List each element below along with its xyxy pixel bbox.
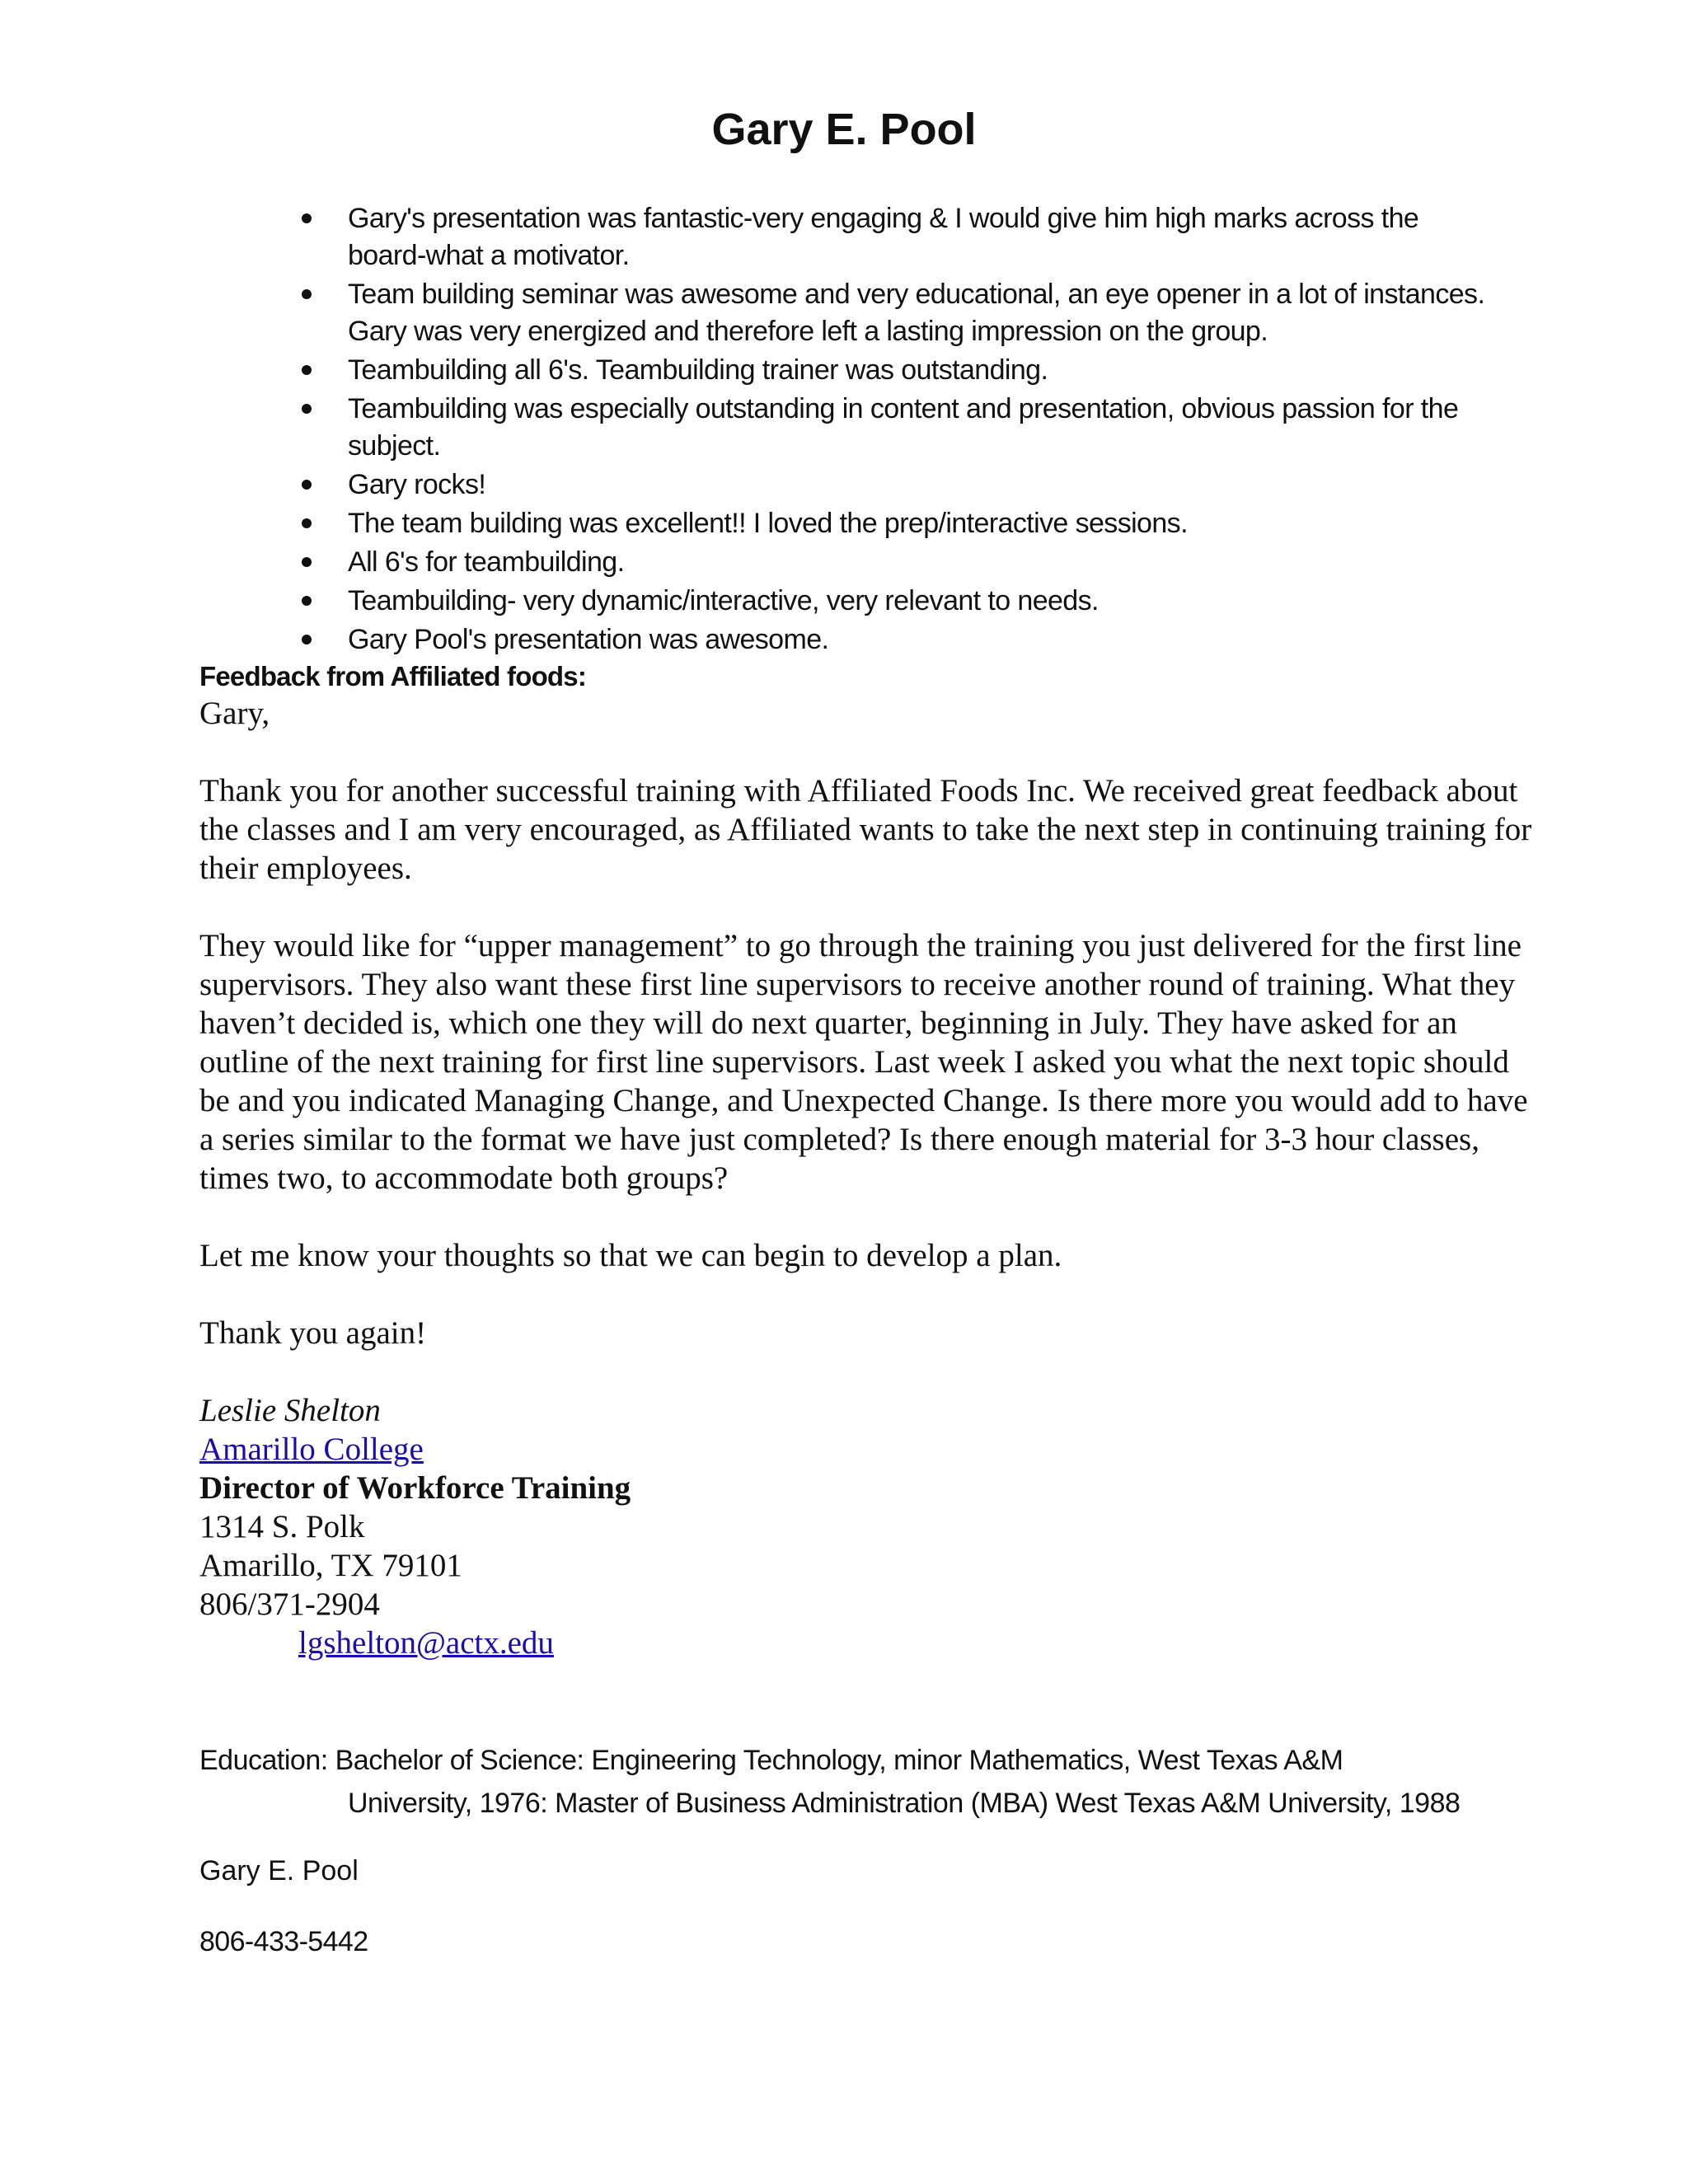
bullet-icon (302, 365, 312, 375)
list-item-text: Gary rocks! (348, 469, 486, 500)
bullet-icon (302, 213, 312, 223)
letter-closing: Thank you again! (199, 1315, 427, 1351)
bullet-icon (302, 404, 312, 414)
list-item-text: All 6's for teambuilding. (348, 546, 625, 578)
letter-paragraph-3: Let me know your thoughts so that we can begin to develop a plan. (199, 1238, 1062, 1273)
list-item-text: Teambuilding was especially outstanding in content and presentation, obvious passion for the subject. (348, 393, 1459, 462)
list-item (298, 621, 1502, 658)
list-item-text: Teambuilding- very dynamic/interactive, very relevant to needs. (348, 585, 1099, 616)
paragraph-spacer (199, 733, 1535, 771)
signature-title: Director of Workforce Training (199, 1470, 631, 1506)
list-item-text: Teambuilding all 6's. Teambuilding trainer was outstanding. (348, 354, 1048, 386)
signature-city: Amarillo, TX 79101 (199, 1548, 462, 1583)
bullet-icon (302, 518, 312, 528)
list-item (298, 505, 1502, 542)
list-item-text: Gary's presentation was fantastic-very engaging & I would give him high marks across the board-what a motivator. (348, 203, 1419, 271)
paragraph-spacer (199, 888, 1535, 926)
signature-organization-row (199, 1430, 1535, 1469)
page-title: Gary E. Pool (711, 105, 977, 154)
organization-link[interactable]: Amarillo College (199, 1432, 424, 1467)
bullet-icon (302, 480, 312, 490)
list-item (298, 583, 1502, 620)
letter-paragraph-2: They would like for “upper management” to go through the training you just delivered for the first line supervisors. They also want these first line supervisors to receive another round of training. What they haven’t decided is, which one they will do next quarter, beginning in July. They have asked for an outline of the next training for first line supervisors. Last week I asked you what the next topic should be and you indicated Managing Change, and Unexpected Change. Is there more you would add to have a series similar to the format we have just completed? Is there enough material for 3-3 hour classes, times two, to accommodate both groups? (199, 928, 1528, 1196)
paragraph-spacer (199, 1352, 1535, 1391)
email-link[interactable]: lgshelton@actx.edu (298, 1625, 554, 1661)
list-item-text: Team building seminar was awesome and very educational, an eye opener in a lot of instances. Gary was very energized and therefore left a lasting impression on the group. (348, 279, 1485, 347)
bullet-icon (302, 289, 312, 299)
education-section (199, 1739, 1551, 1825)
list-item (298, 391, 1502, 465)
signature-email-row (199, 1624, 1535, 1662)
feedback-heading: Feedback from Affiliated foods: (199, 661, 587, 691)
education-line-1: Education: Bachelor of Science: Engineering Technology, minor Mathematics, West Texas A&M (199, 1745, 1343, 1776)
education-line-2: University, 1976: Master of Business Administration (MBA) West Texas A&M University, 1988 (348, 1788, 1461, 1819)
list-item (298, 276, 1502, 350)
list-item-text: The team building was excellent!! I loved the prep/interactive sessions. (348, 508, 1188, 539)
contact-name: Gary E. Pool (199, 1855, 359, 1886)
testimonial-list (298, 200, 1502, 660)
signature-street: 1314 S. Polk (199, 1509, 365, 1544)
list-item (298, 466, 1502, 504)
bullet-icon (302, 635, 312, 644)
list-item (298, 352, 1502, 389)
paragraph-spacer (199, 1197, 1535, 1236)
list-item (298, 544, 1502, 581)
list-item-text: Gary Pool's presentation was awesome. (348, 624, 829, 655)
paragraph-spacer (199, 1275, 1535, 1314)
list-item (298, 200, 1502, 274)
letter-paragraph-1: Thank you for another successful training with Affiliated Foods Inc. We received great feedback about the classes and I am very encouraged, as Affiliated wants to take the next step in continuing training for their employees. (199, 773, 1532, 886)
signature-phone: 806/371-2904 (199, 1586, 380, 1622)
contact-phone: 806-433-5442 (199, 1926, 368, 1957)
bullet-icon (302, 596, 312, 606)
letter-salutation: Gary, (199, 696, 270, 731)
signature-name: Leslie Shelton (199, 1393, 381, 1428)
feedback-letter (199, 694, 1535, 1662)
bullet-icon (302, 557, 312, 567)
